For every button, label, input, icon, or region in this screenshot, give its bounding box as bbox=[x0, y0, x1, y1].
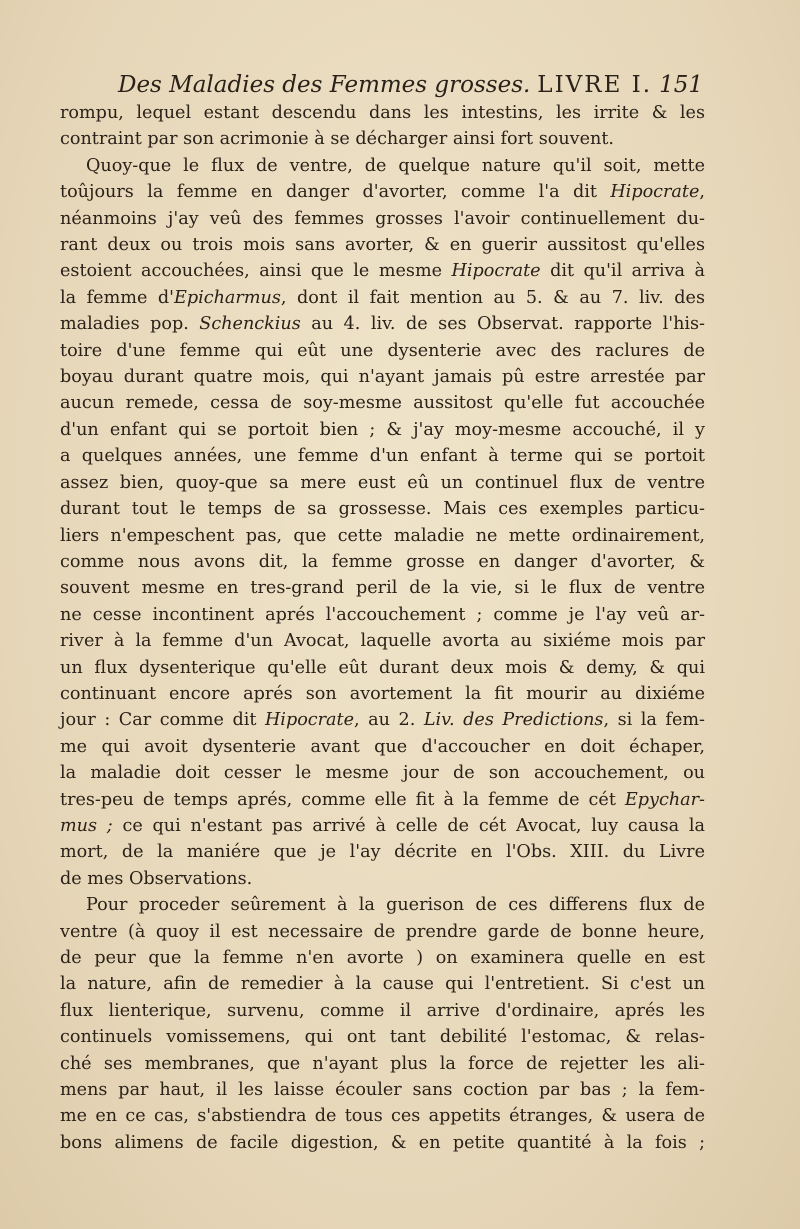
text-line: maladies pop. Schenckius au 4. liv. de ses Observat. rapporte l'his- bbox=[60, 314, 706, 335]
text-line: tres-peu de temps aprés, comme elle fit à la femme de cét Epychar- bbox=[60, 789, 705, 810]
text-line: liers n'empeschent pas, que cette maladie ne mette ordinairement, bbox=[60, 525, 705, 546]
text-line: continuant encore aprés son avortement la fit mourir au dixiéme bbox=[60, 683, 705, 704]
text-line: Quoy-que le flux de ventre, de quelque nature qu'il soit, mette bbox=[86, 155, 705, 176]
text-line: comme nous avons dit, la femme grosse en danger d'avorter, & bbox=[60, 551, 705, 572]
text-line: estoient accouchées, ainsi que le mesme Hipocrate dit qu'il arriva à bbox=[60, 261, 705, 282]
text-line: mort, de la maniére que je l'ay décrite en l'Obs. XIII. du Livre bbox=[60, 842, 705, 863]
text-line: boyau durant quatre mois, qui n'ayant jamais pû estre arrestée par bbox=[60, 367, 705, 388]
text-line: bons alimens de facile digestion, & en petite quantité à la fois ; bbox=[60, 1132, 705, 1153]
text-line: ventre (à quoy il est necessaire de prendre garde de bonne heure, bbox=[60, 921, 705, 942]
text-line: durant tout le temps de sa grossesse. Mais ces exemples particu- bbox=[60, 499, 705, 520]
text-line: rant deux ou trois mois sans avorter, & en guerir aussitost qu'elles bbox=[60, 235, 705, 256]
page-number: 151 bbox=[659, 72, 703, 98]
text-line: toire d'une femme qui eût une dysenterie avec des raclures de bbox=[60, 340, 705, 361]
text-line: Pour proceder seûrement à la guerison de ces differens flux de bbox=[86, 895, 705, 916]
running-header bbox=[60, 70, 705, 100]
text-line: un flux dysenterique qu'elle eût durant deux mois & demy, & qui bbox=[60, 657, 705, 678]
text-line: continuels vomissemens, qui ont tant debilité l'estomac, & relas- bbox=[60, 1027, 705, 1048]
text-line: de peur que la femme n'en avorte ) on examinera quelle en est bbox=[60, 948, 705, 968]
text-line: ne cesse incontinent aprés l'accouchement ; comme je l'ay veû ar- bbox=[60, 604, 705, 625]
text-line: souvent mesme en tres-grand peril de la vie, si le flux de ventre bbox=[60, 578, 705, 599]
text-line: me qui avoit dysenterie avant que d'accoucher en doit échaper, bbox=[60, 736, 705, 757]
text-line: néanmoins j'ay veû des femmes grosses l'avoir continuellement du- bbox=[60, 208, 705, 229]
text-line: me en ce cas, s'abstiendra de tous ces appetits étranges, & usera de bbox=[60, 1106, 705, 1127]
text-line: de mes Observations. bbox=[60, 868, 253, 889]
text-line: a quelques années, une femme d'un enfant à terme qui se portoit bbox=[60, 446, 705, 467]
book-page bbox=[60, 70, 705, 1156]
text-line: d'un enfant qui se portoit bien ; & j'ay moy-mesme accouché, il y bbox=[60, 419, 705, 440]
body-text bbox=[60, 100, 705, 1156]
book-number: LIVRE I. bbox=[537, 72, 653, 98]
text-line: aucun remede, cessa de soy-mesme aussitost qu'elle fut accouchée bbox=[60, 393, 705, 414]
text-line: la femme d'Epicharmus, dont il fait mention au 5. & au 7. liv. des bbox=[60, 287, 706, 308]
text-line: flux lienterique, survenu, comme il arrive d'ordinaire, aprés les bbox=[60, 1000, 705, 1021]
running-title: Des Maladies des Femmes grosses. bbox=[118, 72, 531, 98]
text-line: toûjours la femme en danger d'avorter, comme l'a dit Hipocrate, bbox=[60, 182, 705, 203]
text-line: la maladie doit cesser le mesme jour de son accouchement, ou bbox=[60, 763, 705, 784]
text-line: rompu, lequel estant descendu dans les intestins, les irrite & les bbox=[60, 103, 705, 123]
text-line: river à la femme d'un Avocat, laquelle avorta au sixiéme mois par bbox=[60, 631, 705, 652]
text-line: contraint par son acrimonie à se décharger ainsi fort souvent. bbox=[60, 129, 615, 150]
text-line: jour : Car comme dit Hipocrate, au 2. Liv. des Predictions, si la fem- bbox=[60, 710, 705, 731]
text-line: la nature, afin de remedier à la cause qui l'entretient. Si c'est un bbox=[60, 974, 705, 995]
text-line: ché ses membranes, que n'ayant plus la force de rejetter les ali- bbox=[60, 1053, 705, 1074]
text-line: assez bien, quoy-que sa mere eust eû un continuel flux de ventre bbox=[60, 472, 705, 493]
text-line: mens par haut, il les laisse écouler sans coction par bas ; la fem- bbox=[60, 1080, 705, 1101]
text-line: mus ; ce qui n'estant pas arrivé à celle de cét Avocat, luy causa la bbox=[60, 815, 705, 836]
